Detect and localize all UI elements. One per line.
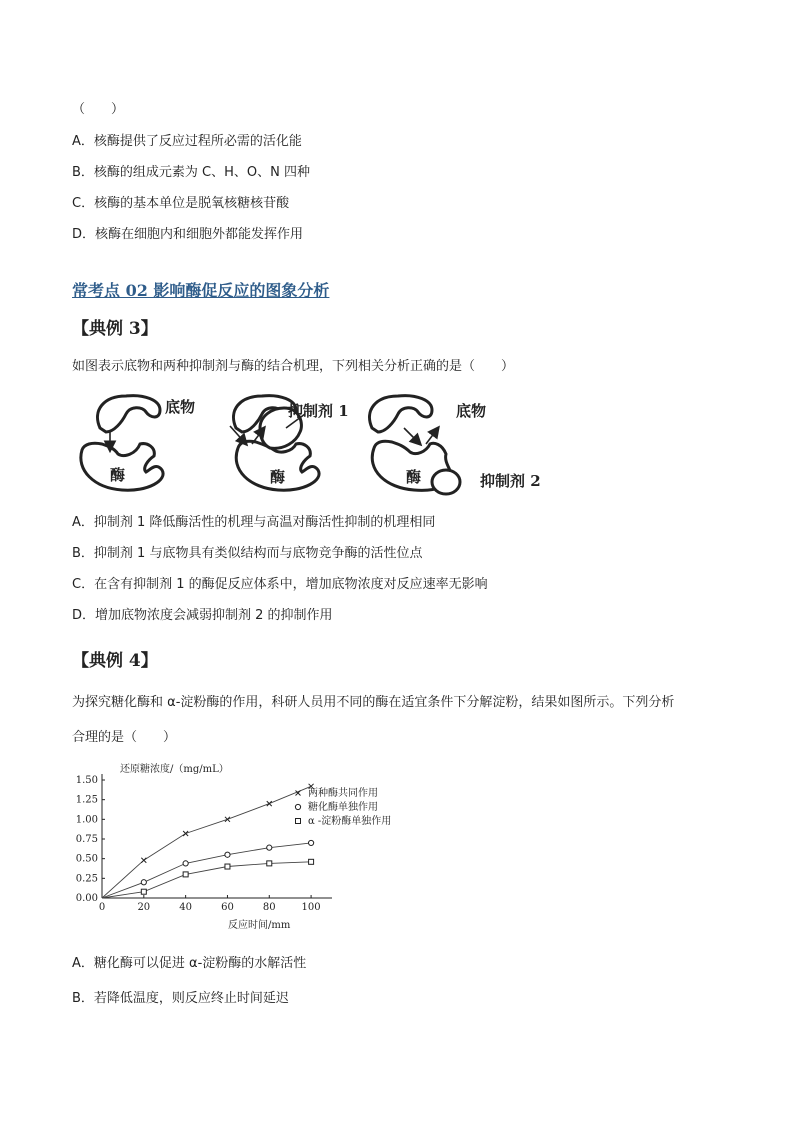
x-tick-label: 60	[221, 902, 234, 913]
series-line-3	[102, 862, 311, 898]
series-1-point	[183, 831, 188, 836]
legend-label-3: α -淀粉酶单独作用	[308, 816, 392, 827]
example-3-stem: 如图表示底物和两种抑制剂与酶的结合机理，下列相关分析正确的是（ ）	[72, 359, 515, 374]
substrate-shape-3	[370, 396, 432, 432]
example-4-stem-line-2: 合理的是（ ）	[72, 730, 177, 745]
x-tick-label: 40	[179, 902, 193, 913]
enzyme-inhibitor-diagram	[70, 388, 560, 500]
series-line-1	[102, 786, 311, 898]
label-enzyme-3: 酶	[406, 468, 422, 486]
x-tick-label: 80	[262, 902, 276, 913]
legend-label-2: 糖化酶单独作用	[308, 802, 378, 813]
sugar-concentration-chart	[60, 760, 420, 938]
series-1-point	[141, 858, 146, 863]
previous-option-a: A．核酶提供了反应过程所必需的活化能	[72, 134, 302, 149]
series-2-point	[308, 840, 313, 845]
arrow-out-3	[426, 428, 438, 444]
series-3-point	[267, 861, 272, 866]
previous-option-b: B．核酶的组成元素为 C、H、O、N 四种	[72, 165, 310, 180]
chart-x-axis-label: 反应时间/mm	[228, 920, 291, 931]
x-tick-label: 20	[137, 902, 151, 913]
series-2-point	[267, 845, 272, 850]
inhibitor-2-shape	[432, 470, 460, 494]
series-3-point	[309, 859, 314, 864]
example-3-option-a: A．抑制剂 1 降低酶活性的机理与高温对酶活性抑制的机理相同	[72, 515, 436, 530]
arrow-in-3	[404, 428, 420, 444]
example-4-option-b: B．若降低温度，则反应终止时间延迟	[72, 991, 289, 1006]
example-3-option-d: D．增加底物浓度会减弱抑制剂 2 的抑制作用	[72, 608, 333, 623]
y-tick-label: 0.50	[75, 853, 98, 865]
label-substrate-3: 底物	[456, 402, 487, 420]
y-tick-label: 1.25	[75, 794, 98, 806]
series-2-point	[183, 861, 188, 866]
y-tick-label: 1.00	[75, 814, 98, 826]
section-heading: 常考点 02 影响酶促反应的图象分析	[72, 281, 330, 300]
label-inhibitor-2: 抑制剂 2	[480, 472, 541, 490]
example-3-option-c: C．在含有抑制剂 1 的酶促反应体系中，增加底物浓度对反应速率无影响	[72, 577, 488, 592]
example-3-option-b: B．抑制剂 1 与底物具有类似结构而与底物竞争酶的活性位点	[72, 546, 423, 561]
legend-marker-3	[296, 819, 301, 824]
y-tick-label: 0.25	[75, 873, 98, 885]
legend-marker-2	[295, 804, 300, 809]
series-2-point	[225, 852, 230, 857]
y-tick-label: 0.00	[75, 893, 98, 904]
series-1-point	[225, 817, 230, 822]
substrate-shape-1	[98, 396, 160, 432]
label-substrate-1: 底物	[165, 398, 196, 416]
label-enzyme-2: 酶	[270, 468, 286, 486]
previous-question-paren: （ ）	[72, 102, 125, 117]
y-tick-label: 0.75	[75, 834, 98, 845]
chart-y-axis-label: 还原糖浓度/（mg/mL）	[120, 764, 229, 775]
example-3-title: 【典例 3】	[72, 319, 158, 339]
legend-label-1: 两种酶共同作用	[308, 788, 378, 799]
x-tick-label: 0	[98, 902, 106, 913]
series-3-point	[225, 864, 230, 869]
example-4-stem-line-1: 为探究糖化酶和 α-淀粉酶的作用，科研人员用不同的酶在适宜条件下分解淀粉，结果如图所示。下列分析	[72, 695, 675, 710]
x-tick-label: 100	[301, 902, 321, 913]
series-3-point	[141, 889, 146, 894]
label-inhibitor-1: 抑制剂 1	[288, 402, 349, 420]
y-tick-label: 1.50	[75, 775, 98, 786]
previous-option-d: D．核酶在细胞内和细胞外都能发挥作用	[72, 227, 304, 242]
example-4-title: 【典例 4】	[72, 651, 158, 671]
label-enzyme-1: 酶	[110, 466, 126, 484]
series-2-point	[141, 880, 146, 885]
example-4-option-a: A．糖化酶可以促进 α-淀粉酶的水解活性	[72, 956, 307, 971]
series-3-point	[183, 872, 188, 877]
previous-option-c: C．核酶的基本单位是脱氧核糖核苷酸	[72, 196, 290, 211]
series-1-point	[267, 801, 272, 806]
